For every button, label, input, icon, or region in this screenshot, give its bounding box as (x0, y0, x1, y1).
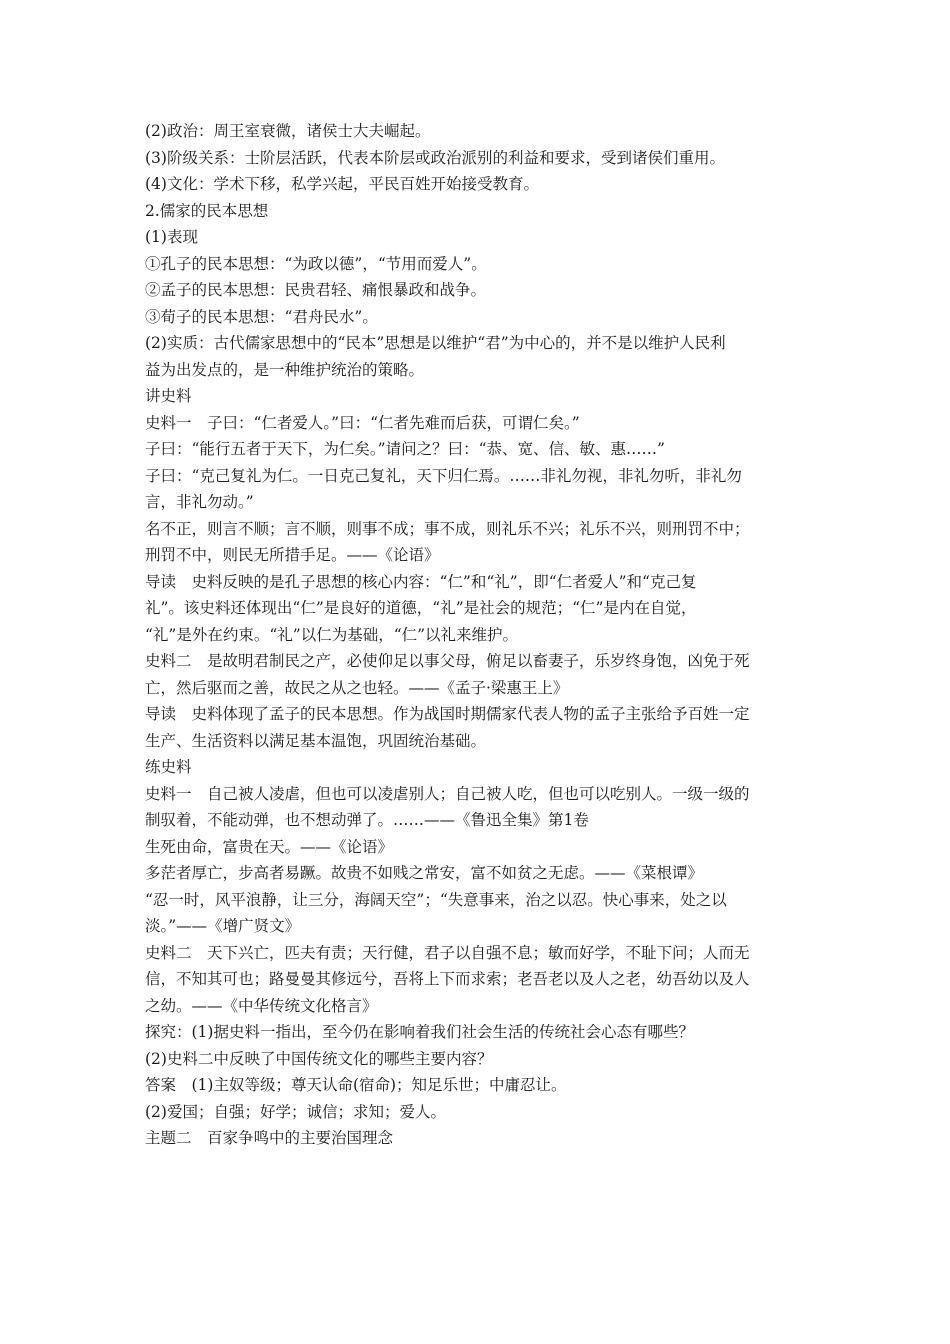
text-line: 名不正，则言不顺；言不顺，则事不成；事不成，则礼乐不兴；礼乐不兴，则刑罚不中； (145, 519, 750, 538)
text-line: 导读 史料体现了孟子的民本思想。作为战国时期儒家代表人物的孟子主张给予百姓一定 (145, 705, 750, 723)
section-heading: 主题二 百家争鸣中的主要治国理念 (145, 1129, 394, 1147)
text-line: (2)政治：周王室衰微，诸侯士大夫崛起。 (145, 122, 431, 140)
subsection-heading: (1)表现 (145, 228, 198, 246)
text-line: 淡。”——《增广贤文》 (145, 917, 301, 935)
text-line: 生死由命，富贵在天。——《论语》 (145, 837, 394, 856)
text-line: 子曰：“克己复礼为仁。一日克己复礼，天下归仁焉。……非礼勿视，非礼勿听，非礼勿 (145, 466, 742, 485)
document-page (145, 118, 810, 1152)
text-line: (2)史料二中反映了中国传统文化的哪些主要内容？ (145, 1049, 493, 1068)
section-heading: 讲史料 (145, 387, 192, 405)
text-line: (4)文化：学术下移，私学兴起，平民百姓开始接受教育。 (145, 175, 539, 193)
section-heading: 2.儒家的民本思想 (145, 201, 269, 220)
text-line: 导读 史料反映的是孔子思想的核心内容：“仁”和“礼”，即“仁者爱人”和“克己复 (145, 572, 697, 591)
text-line: 亡，然后驱而之善，故民之从之也轻。——《孟子·梁惠王上》 (145, 678, 569, 697)
text-line: 益为出发点的，是一种维护统治的策略。 (145, 360, 425, 379)
text-line: 史料二 是故明君制民之产，必使仰足以事父母，俯足以畜妻子，乐岁终身饱，凶免于死 (145, 652, 750, 670)
text-line: 探究：(1)据史料一指出，至今仍在影响着我们社会生活的传统社会心态有哪些？ (145, 1023, 694, 1041)
answer-line: (2)爱国；自强；好学；诚信；求知；爱人。 (145, 1102, 446, 1121)
text-line: 制驭着，不能动弹，也不想动弹了。……——《鲁迅全集》第1卷 (145, 811, 589, 829)
text-line: 史料一 子曰：“仁者爱人。”曰：“仁者先难而后获，可谓仁矣。” (145, 413, 580, 432)
text-line: 信，不知其可也；路曼曼其修远兮，吾将上下而求索；老吾老以及人之老，幼吾幼以及人 (145, 970, 750, 988)
text-line: (3)阶级关系：士阶层活跃，代表本阶层或政治派别的利益和要求，受到诸侯们重用。 (145, 148, 725, 167)
text-line: (2)实质：古代儒家思想中的“民本”思想是以维护“君”为中心的，并不是以维护人民利 (145, 334, 726, 352)
text-line: 史料二 天下兴亡，匹夫有责；天行健，君子以自强不息；敏而好学，不耻下问；人而无 (145, 943, 750, 962)
section-heading: 练史料 (145, 758, 192, 776)
text-line: 之幼。——《中华传统文化格言》 (145, 996, 378, 1015)
answer-line: 答案 (1)主奴等级；尊天认命(宿命)；知足乐世；中庸忍让。 (145, 1076, 567, 1094)
text-line: 生产、生活资料以满足基本温饱，巩固统治基础。 (145, 731, 487, 750)
text-line: “礼”是外在约束。“礼”以仁为基础，“仁”以礼来维护。 (145, 625, 519, 644)
text-line: 多茫者厚亡，步高者易蹶。故贵不如贱之常安，富不如贫之无虑。——《菜根谭》 (145, 864, 704, 882)
text-line: 子曰：“能行五者于天下，为仁矣。”请问之？曰：“恭、宽、信、敏、惠……” (145, 440, 665, 458)
text-line: 言，非礼勿动。” (145, 493, 254, 511)
text-line: 史料一 自己被人凌虐，但也可以凌虐别人；自己被人吃，但也可以吃别人。一级一级的 (145, 784, 750, 803)
text-line: “忍一时，风平浪静，让三分，海阔天空”；“失意事来，治之以忍。快心事来，处之以 (145, 890, 727, 909)
text-line: 礼”。该史料还体现出“仁”是良好的道德，“礼”是社会的规范；“仁”是内在自觉， (145, 599, 697, 617)
text-line: ③荀子的民本思想：“君舟民水”。 (145, 307, 378, 326)
text-line: ①孔子的民本思想：“为政以德”，“节用而爱人”。 (145, 254, 487, 273)
text-line: ②孟子的民本思想：民贵君轻、痛恨暴政和战争。 (145, 281, 487, 299)
text-line: 刑罚不中，则民无所措手足。——《论语》 (145, 546, 440, 564)
